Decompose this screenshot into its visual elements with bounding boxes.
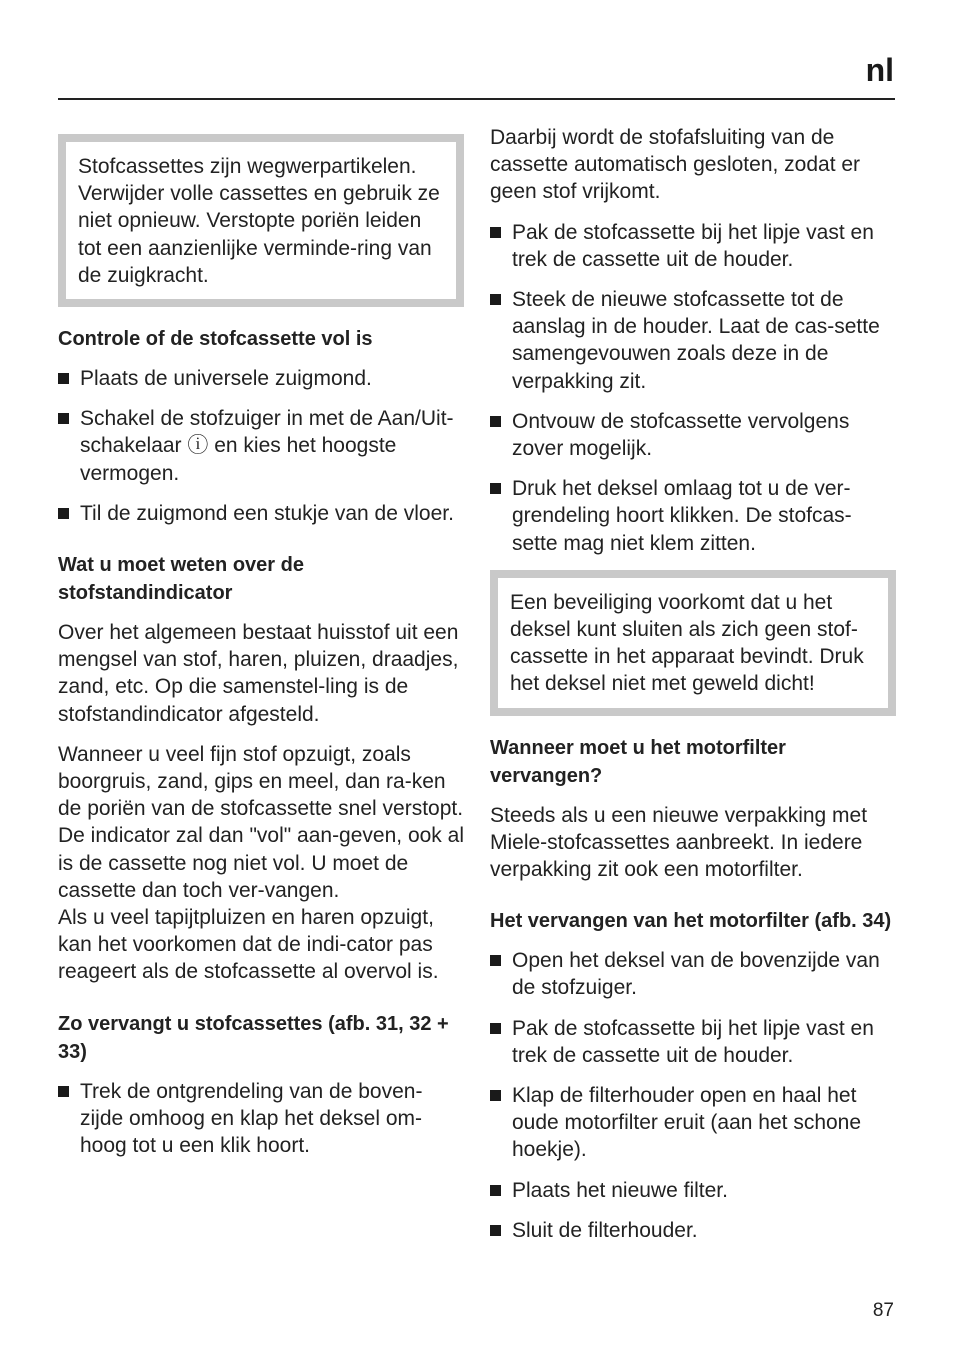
language-label: nl [865,52,894,88]
instruction-list [58,1078,464,1160]
list-item: Klap de filterhouder open en haal het oude motorfilter eruit (aan het schone hoekje). [490,1082,896,1164]
list-item: Til de zuigmond een stukje van de vloer. [58,500,464,527]
note-box [58,134,464,307]
list-item: Druk het deksel omlaag tot u de ver-grendeling hoort klikken. De stofcas-sette mag niet klem zitten. [490,475,896,557]
instruction-list [490,947,896,1244]
bullet-square-icon [490,483,501,494]
bullet-square-icon [58,1086,69,1097]
instruction-list [490,219,896,557]
list-item: Steek de nieuwe stofcassette tot de aanslag in de houder. Laat de cas-sette samengevouwen zoals deze in de verpakking zit. [490,286,896,395]
bullet-square-icon [490,227,501,238]
paragraph: Over het algemeen bestaat huisstof uit een mengsel van stof, haren, pluizen, draadjes, zand, etc. Op die samenstel-ling is de stofstandindicator afgesteld. [58,621,459,726]
section-heading: Wanneer moet u het motorfilter vervangen? [490,736,786,787]
list-item: Plaats de universele zuigmond. [58,365,464,392]
note-text: Een beveiliging voorkomt dat u het deksel kunt sluiten als zich geen stof-cassette in het apparaat bevindt. Druk het deksel niet met geweld dicht! [510,590,864,696]
bullet-square-icon [58,413,69,424]
section-heading: Zo vervangt u stofcassettes (afb. 31, 32 + 33) [58,1012,449,1063]
list-item: Open het deksel van de bovenzijde van de stofzuiger. [490,947,896,1001]
list-item: Ontvouw de stofcassette vervolgens zover mogelijk. [490,408,896,462]
bullet-square-icon [490,1090,501,1101]
section-heading: Wat u moet weten over de stofstandindicator [58,554,304,605]
bullet-square-icon [490,294,501,305]
right-column [490,124,896,1257]
bullet-square-icon [490,1023,501,1034]
bullet-square-icon [490,1185,501,1196]
list-item: Pak de stofcassette bij het lipje vast en trek de cassette uit de houder. [490,219,896,273]
header-rule [58,98,895,100]
list-item: Plaats het nieuwe filter. [490,1177,896,1204]
section-heading: Controle of de stofcassette vol is [58,328,373,351]
bullet-square-icon [58,508,69,519]
paragraph: Steeds als u een nieuwe verpakking met Miele-stofcassettes aanbreekt. In iedere verpakking zit ook een motorfilter. [490,803,868,882]
list-item: Schakel de stofzuiger in met de Aan/Uit-schakelaar ⓘ en kies het hoogste vermogen. [58,405,464,487]
note-text: Stofcassettes zijn wegwerpartikelen. Verwijder volle cassettes en gebruik ze niet opnieuw. Verstopte poriën leiden tot een aanzienlijke verminde-ring van de zuigkracht. [78,155,440,287]
paragraph: Daarbij wordt de stofafsluiting van de cassette automatisch gesloten, zodat er geen stof vrijkomt. [490,126,861,204]
bullet-square-icon [490,1225,501,1236]
page-number: 87 [872,1300,894,1321]
note-box [490,570,896,716]
list-item: Trek de ontgrendeling van de boven-zijde omhoog en klap het deksel om-hoog tot u een klik hoort. [58,1078,464,1160]
paragraph: Wanneer u veel fijn stof opzuigt, zoals boorgruis, zand, gips en meel, dan ra-ken de poriën van de stofcassette snel verstopt. De indicator zal dan "vol" aan-geven, ook al is de cassette nog niet vol. U moet de cassette dan toch ver-vangen. [58,742,464,902]
bullet-square-icon [490,416,501,427]
bullet-square-icon [490,955,501,966]
list-item: Sluit de filterhouder. [490,1217,896,1244]
list-item: Pak de stofcassette bij het lipje vast en trek de cassette uit de houder. [490,1015,896,1069]
section-heading: Het vervangen van het motorfilter (afb. 34) [490,910,892,933]
left-column [58,124,464,1172]
bullet-square-icon [58,373,69,384]
instruction-list [58,365,464,527]
paragraph: Als u veel tapijtpluizen en haren opzuigt, kan het voorkomen dat de indi-cator pas reageert als de stofcassette al overvol is. [58,906,439,984]
